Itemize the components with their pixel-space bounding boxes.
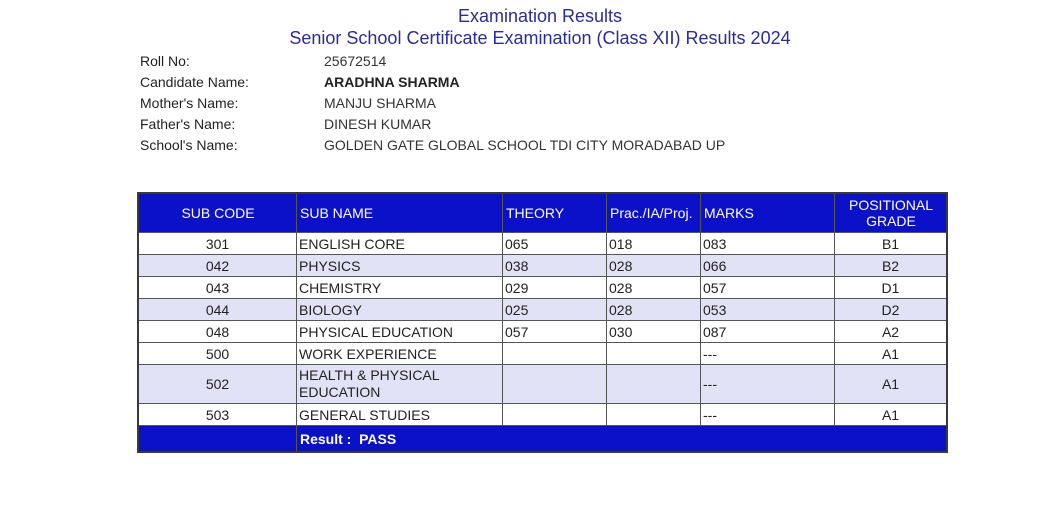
candidate-info [140,50,725,155]
theory-cell: 057 [503,321,607,343]
school-name-label: School's Name: [140,136,238,153]
sub-code-cell: 500 [138,343,297,365]
marks-cell: 083 [701,233,835,255]
page-subtitle: Senior School Certificate Examination (Class XII) Results 2024 [289,28,791,48]
table-row [138,233,947,255]
sub-name-cell: ENGLISH CORE [297,233,503,255]
page-header [0,5,1048,49]
result-empty-cell [138,426,297,453]
header-marks: MARKS [701,193,835,233]
candidate-name-label: Candidate Name: [140,73,249,90]
marks-cell: 057 [701,277,835,299]
table-row [138,299,947,321]
table-row [138,255,947,277]
info-row-roll [140,50,725,71]
sub-code-cell: 502 [138,365,297,404]
prac-cell: 028 [607,277,701,299]
prac-cell: 018 [607,233,701,255]
theory-cell [503,404,607,426]
grade-cell: B2 [835,255,948,277]
theory-cell: 025 [503,299,607,321]
theory-cell: 065 [503,233,607,255]
header-grade-line1: POSITIONAL [848,197,934,213]
marks-cell: 053 [701,299,835,321]
result-value: PASS [359,430,397,447]
sub-code-cell: 503 [138,404,297,426]
grade-cell: A1 [835,343,948,365]
table-row [138,343,947,365]
result-cell [297,426,948,453]
prac-cell [607,343,701,365]
header-prac: Prac./IA/Proj. [607,193,701,233]
marks-cell: --- [701,343,835,365]
sub-name-cell: WORK EXPERIENCE [297,343,503,365]
table-row [138,277,947,299]
header-sub-code: SUB CODE [138,193,297,233]
sub-name-cell: BIOLOGY [297,299,503,321]
school-name-value: GOLDEN GATE GLOBAL SCHOOL TDI CITY MORADABAD UP [324,136,726,153]
sub-name-cell: PHYSICS [297,255,503,277]
grade-cell: D2 [835,299,948,321]
table-header-row [138,193,947,233]
father-name-label: Father's Name: [140,115,236,132]
theory-cell [503,365,607,404]
sub-code-cell: 043 [138,277,297,299]
page-title: Examination Results [457,6,623,26]
grade-cell: B1 [835,233,948,255]
sub-name-cell: PHYSICAL EDUCATION [297,321,503,343]
marks-cell: --- [701,404,835,426]
theory-cell [503,343,607,365]
grade-cell: A2 [835,321,948,343]
table-row [138,365,947,404]
info-row-school [140,134,725,155]
sub-code-cell: 042 [138,255,297,277]
grade-cell: A1 [835,365,948,404]
prac-cell [607,365,701,404]
sub-code-cell: 301 [138,233,297,255]
marks-cell: --- [701,365,835,404]
prac-cell [607,404,701,426]
sub-name-cell: GENERAL STUDIES [297,404,503,426]
sub-name-cell: HEALTH & PHYSICAL EDUCATION [297,365,503,404]
sub-code-cell: 048 [138,321,297,343]
theory-cell: 038 [503,255,607,277]
prac-cell: 028 [607,299,701,321]
table-row [138,321,947,343]
result-row [138,426,947,453]
roll-label: Roll No: [140,52,190,69]
table-row [138,404,947,426]
info-row-mother [140,92,725,113]
sub-name-cell: CHEMISTRY [297,277,503,299]
theory-cell: 029 [503,277,607,299]
info-row-candidate [140,71,725,92]
result-label: Result : [300,430,352,447]
prac-cell: 028 [607,255,701,277]
header-grade-line2: GRADE [866,213,916,229]
header-theory: THEORY [503,193,607,233]
header-grade [835,193,948,233]
candidate-name-value: ARADHNA SHARMA [324,73,460,90]
roll-value: 25672514 [324,52,387,69]
prac-cell: 030 [607,321,701,343]
info-row-father [140,113,725,134]
sub-code-cell: 044 [138,299,297,321]
grade-cell: A1 [835,404,948,426]
grade-cell: D1 [835,277,948,299]
mother-name-label: Mother's Name: [140,94,239,111]
mother-name-value: MANJU SHARMA [324,94,437,111]
marks-cell: 066 [701,255,835,277]
marks-cell: 087 [701,321,835,343]
marks-table [137,192,948,453]
header-sub-name: SUB NAME [297,193,503,233]
father-name-value: DINESH KUMAR [324,115,432,132]
